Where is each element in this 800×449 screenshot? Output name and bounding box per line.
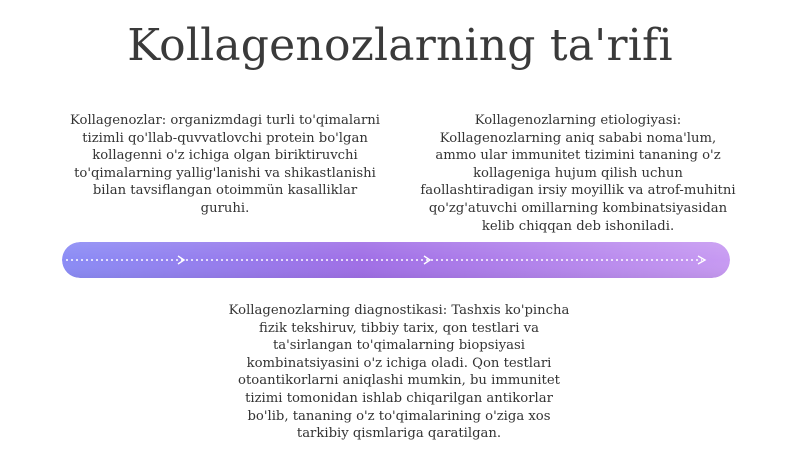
timeline-bar bbox=[62, 242, 730, 278]
etiology-text-block: Kollagenozlarning etiologiyasi: Kollagenozlarning aniq sababi noma'lum, ammo ular immunitet tizimini tananing o'z kollageniga hujum qilish uchun faollashtiradigan irsiy moyillik va atrof-muhitni qo'zg'atuvchi omillarning kombinatsiyasidan kelib chiqqan deb ishoniladi. bbox=[420, 113, 736, 234]
diagnostics-text-block: Kollagenozlarning diagnostikasi: Tashxis ko'pincha fizik tekshiruv, tibbiy tarix, qon testlari va ta'sirlangan to'qimalarning biopsiyasi kombinatsiyasini o'z ichiga oladi. Qon testlari otoantikorlarni aniqlashi mumkin, bu immunitet tizimi tomonidan ishlab chiqarilgan antikorlar bo'lib, tananing o'z to'qimalarining o'ziga xos tarkibiy qismlariga qaratilgan. bbox=[228, 303, 570, 442]
timeline-graphic bbox=[62, 242, 730, 278]
slide-title: Kollagenozlarning ta'rifi bbox=[127, 20, 673, 71]
definition-text-block: Kollagenozlar: organizmdagi turli to'qimalarni tizimli qo'llab-quvvatlovchi protein bo'lgan kollagenni o'z ichiga olgan biriktiruvchi to'qimalarning yallig'lanishi va shikastlanishi bilan tavsiflangan otoimmün kasalliklar guruhi. bbox=[70, 113, 380, 216]
